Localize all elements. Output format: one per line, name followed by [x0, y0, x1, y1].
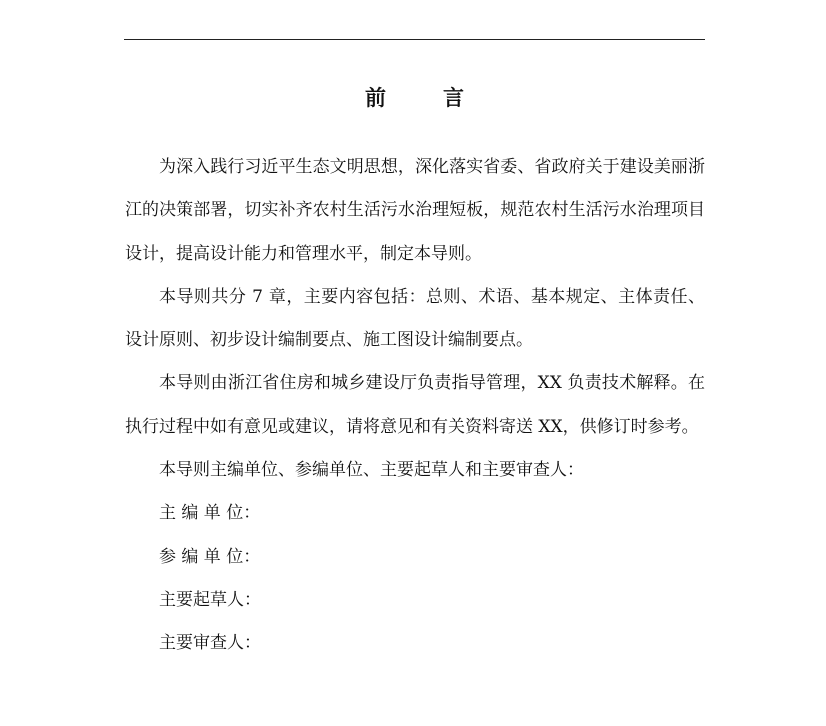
header-rule	[124, 39, 705, 40]
field-main-drafters: 主要起草人：	[159, 589, 261, 610]
field-main-reviewers: 主要审查人：	[159, 633, 261, 654]
field-co-editor-unit: 参 编 单 位：	[159, 546, 261, 567]
paragraph-contributors-intro: 本导则主编单位、参编单位、主要起草人和主要审查人：	[159, 460, 584, 481]
paragraph-purpose: 为深入践行习近平生态文明思想，深化落实省委、省政府关于建设美丽浙江的决策部署，切实补齐农村生活污水治理短板，规范农村生活污水治理项目设计，提高设计能力和管理水平，制定本导则。	[125, 157, 705, 264]
paragraph-contents: 本导则共分 7 章，主要内容包括：总则、术语、基本规定、主体责任、设计原则、初步设计编制要点、施工图设计编制要点。	[125, 286, 705, 351]
paragraph-management: 本导则由浙江省住房和城乡建设厅负责指导管理，XX 负责技术解释。在执行过程中如有意见或建议，请将意见和有关资料寄送 XX，供修订时参考。	[125, 373, 705, 437]
field-chief-editor-unit: 主 编 单 位：	[159, 503, 261, 524]
document-body	[125, 146, 705, 666]
page-title: 前 言	[365, 85, 482, 110]
